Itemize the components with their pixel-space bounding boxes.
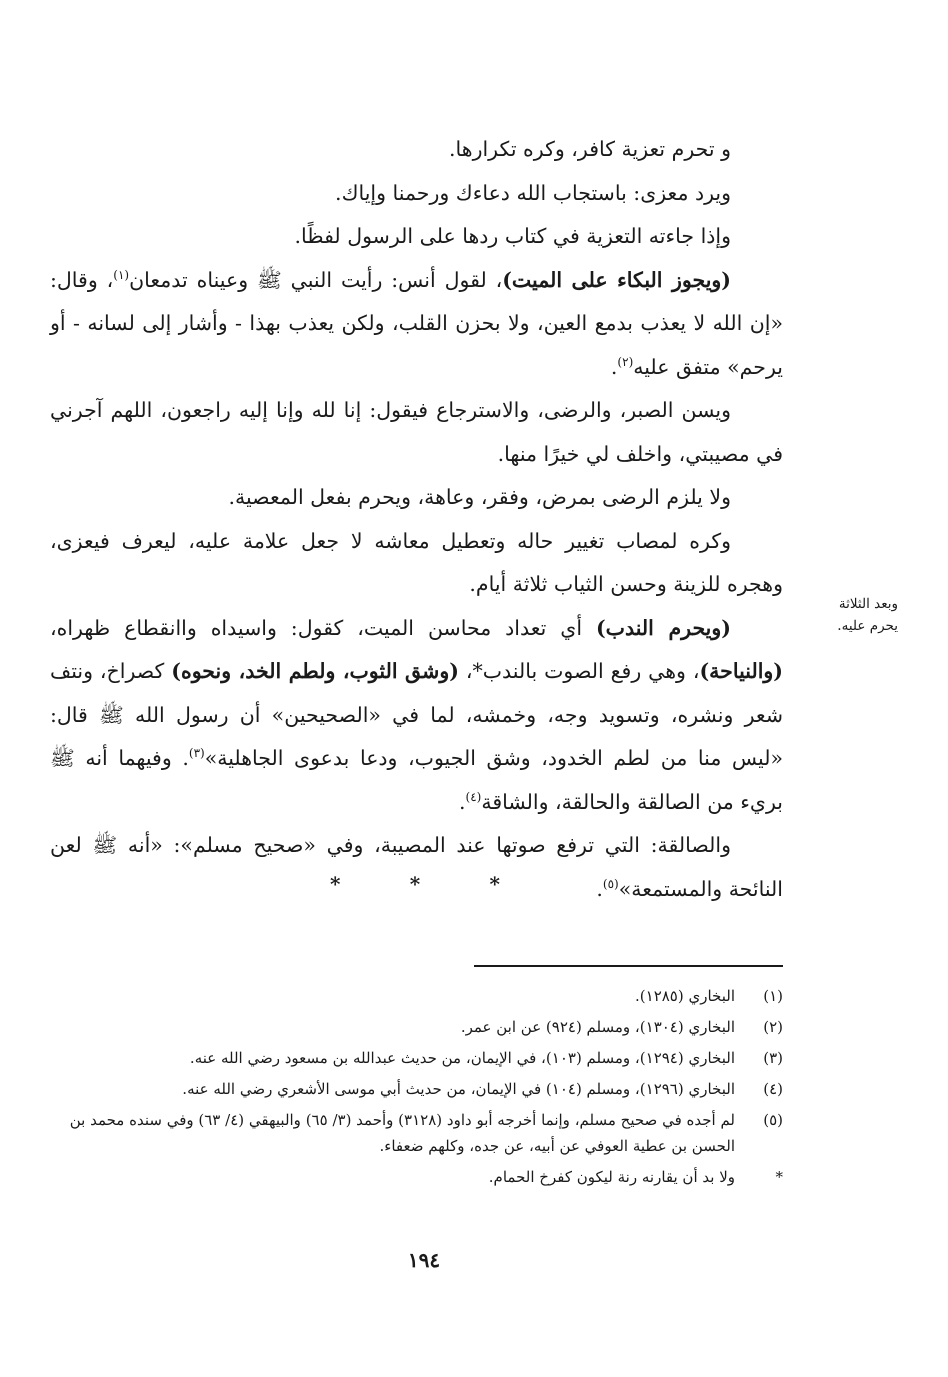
footnote-item bbox=[50, 1076, 783, 1102]
page-number: ١٩٤ bbox=[407, 1248, 441, 1272]
footnote-text: البخاري (١٣٠٤)، ومسلم (٩٢٤) عن ابن عمر. bbox=[460, 1018, 735, 1036]
paragraph-text: ، وهي رفع الصوت بالندب*، bbox=[458, 659, 700, 683]
paragraph bbox=[50, 824, 783, 911]
paragraph-text: والصالقة: التي ترفع صوتها عند المصيبة، وفي «صحيح مسلم»: «أنه ﷺ لعن النائحة والمستمعة» bbox=[50, 833, 783, 901]
bold-term: (والنياحة) bbox=[699, 659, 783, 683]
footnote-number: (٥) bbox=[763, 1111, 783, 1129]
bold-term: (ويجوز البكاء على الميت) bbox=[502, 267, 732, 292]
footnote-ref[interactable]: (٣) bbox=[188, 746, 205, 761]
footnote-text: البخاري (١٢٨٥). bbox=[635, 987, 735, 1005]
paragraph-text: أي تعداد محاسن الميت، كقول: واسيداه واانقطاع ظهراه، bbox=[50, 615, 596, 640]
paragraph-text: . bbox=[459, 789, 466, 814]
footnote-text: البخاري (١٢٩٤)، ومسلم (١٠٣)، في الإيمان، من حديث عبدالله بن مسعود رضي الله عنه. bbox=[189, 1049, 735, 1067]
paragraph bbox=[50, 259, 783, 390]
footnote-item bbox=[50, 983, 783, 1009]
paragraph: و تحرم تعزية كافر، وكره تكرارها. bbox=[449, 137, 731, 161]
footnote-number: (٣) bbox=[763, 1049, 783, 1067]
footnote-ref[interactable]: (١) bbox=[113, 267, 130, 282]
footnote-item bbox=[50, 1107, 783, 1159]
paragraph: ويسن الصبر، والرضى، والاسترجاع فيقول: إنا لله وإنا إليه راجعون، اللهم آجرني في مصيبتي، واخلف لي خيرًا منها. bbox=[50, 398, 783, 466]
footnote-text: البخاري (١٢٩٦)، ومسلم (١٠٤) في الإيمان، من حديث أبي موسى الأشعري رضي الله عنه. bbox=[182, 1080, 735, 1098]
asterisk-ornament: * bbox=[330, 872, 341, 896]
main-text bbox=[50, 128, 783, 911]
paragraph-text: ، وقال: «إن الله لا يعذب بدمع العين، ولا بحزن القلب، ولكن يعذب بهذا - وأشار إلى لسانه - أو يرحم» متفق عليه bbox=[50, 267, 783, 379]
bold-term: (وشق الثوب، ولطم الخد، ونحوه) bbox=[171, 659, 459, 683]
paragraph-text: . bbox=[596, 876, 603, 901]
footnote-item bbox=[50, 1014, 783, 1040]
footnote-ref[interactable]: (٤) bbox=[465, 789, 482, 804]
paragraph-text: . وفيهما أنه ﷺ بريء من الصالقة والحالقة، والشاقة bbox=[50, 746, 783, 814]
asterisk-ornament: * bbox=[409, 872, 421, 896]
footnote-number: * bbox=[775, 1168, 783, 1186]
footnote-number: (٢) bbox=[763, 1018, 783, 1036]
bold-term: (ويحرم الندب) bbox=[595, 615, 731, 640]
footnote-text: لم أجده في صحيح مسلم، وإنما أخرجه أبو داود (٣١٢٨) وأحمد (٣/ ٦٥) والبيهقي (٤/ ٦٣) وفي سنده محمد بن الحسن بن عطية العوفي عن أبيه، عن جده، وكلهم ضعفاء. bbox=[69, 1111, 735, 1155]
paragraph: وكره لمصاب تغيير حاله وتعطيل معاشه لا جعل علامة عليه، ليعرف فيعزى، وهجره للزينة وحسن الثياب ثلاثة أيام. bbox=[50, 528, 783, 596]
asterisk-ornament: * bbox=[489, 872, 500, 896]
paragraph: ولا يلزم الرضى بمرض، وفقر، وعاهة، ويحرم بفعل المعصية. bbox=[228, 485, 731, 509]
footnote-number: (١) bbox=[763, 987, 783, 1005]
footnote-number: (٤) bbox=[763, 1080, 783, 1098]
footnote-divider bbox=[474, 965, 783, 967]
paragraph: ويرد معزى: باستجاب الله دعاءك ورحمنا وإياك. bbox=[335, 180, 731, 205]
footnotes bbox=[50, 983, 783, 1195]
margin-note: وبعد الثلاثة يحرم عليه. bbox=[837, 596, 898, 634]
footnote-ref[interactable]: (٥) bbox=[602, 876, 619, 891]
paragraph-text: كصراخ، ونتف شعر ونشره، وتسويد وجه، وخمشه، لما في «الصحيحين» أن رسول الله ﷺ قال: «ليس منا من لطم الخدود، وشق الجيوب، ودعا بدعوى الجاهلية» bbox=[50, 659, 783, 770]
footnote-item bbox=[50, 1045, 783, 1071]
paragraph-text: ، لقول أنس: رأيت النبي ﷺ وعيناه تدمعان bbox=[129, 267, 503, 292]
footnote-ref[interactable]: (٢) bbox=[617, 354, 634, 369]
paragraph-text: . bbox=[610, 354, 618, 379]
footnote-item bbox=[50, 1164, 783, 1190]
footnote-text: ولا بد أن يقارنه رنة ليكون كفرخ الحمام. bbox=[488, 1168, 735, 1186]
section-separator bbox=[330, 872, 500, 896]
paragraph: وإذا جاءته التعزية في كتاب ردها على الرسول لفظًا. bbox=[294, 224, 731, 248]
paragraph bbox=[50, 607, 783, 825]
